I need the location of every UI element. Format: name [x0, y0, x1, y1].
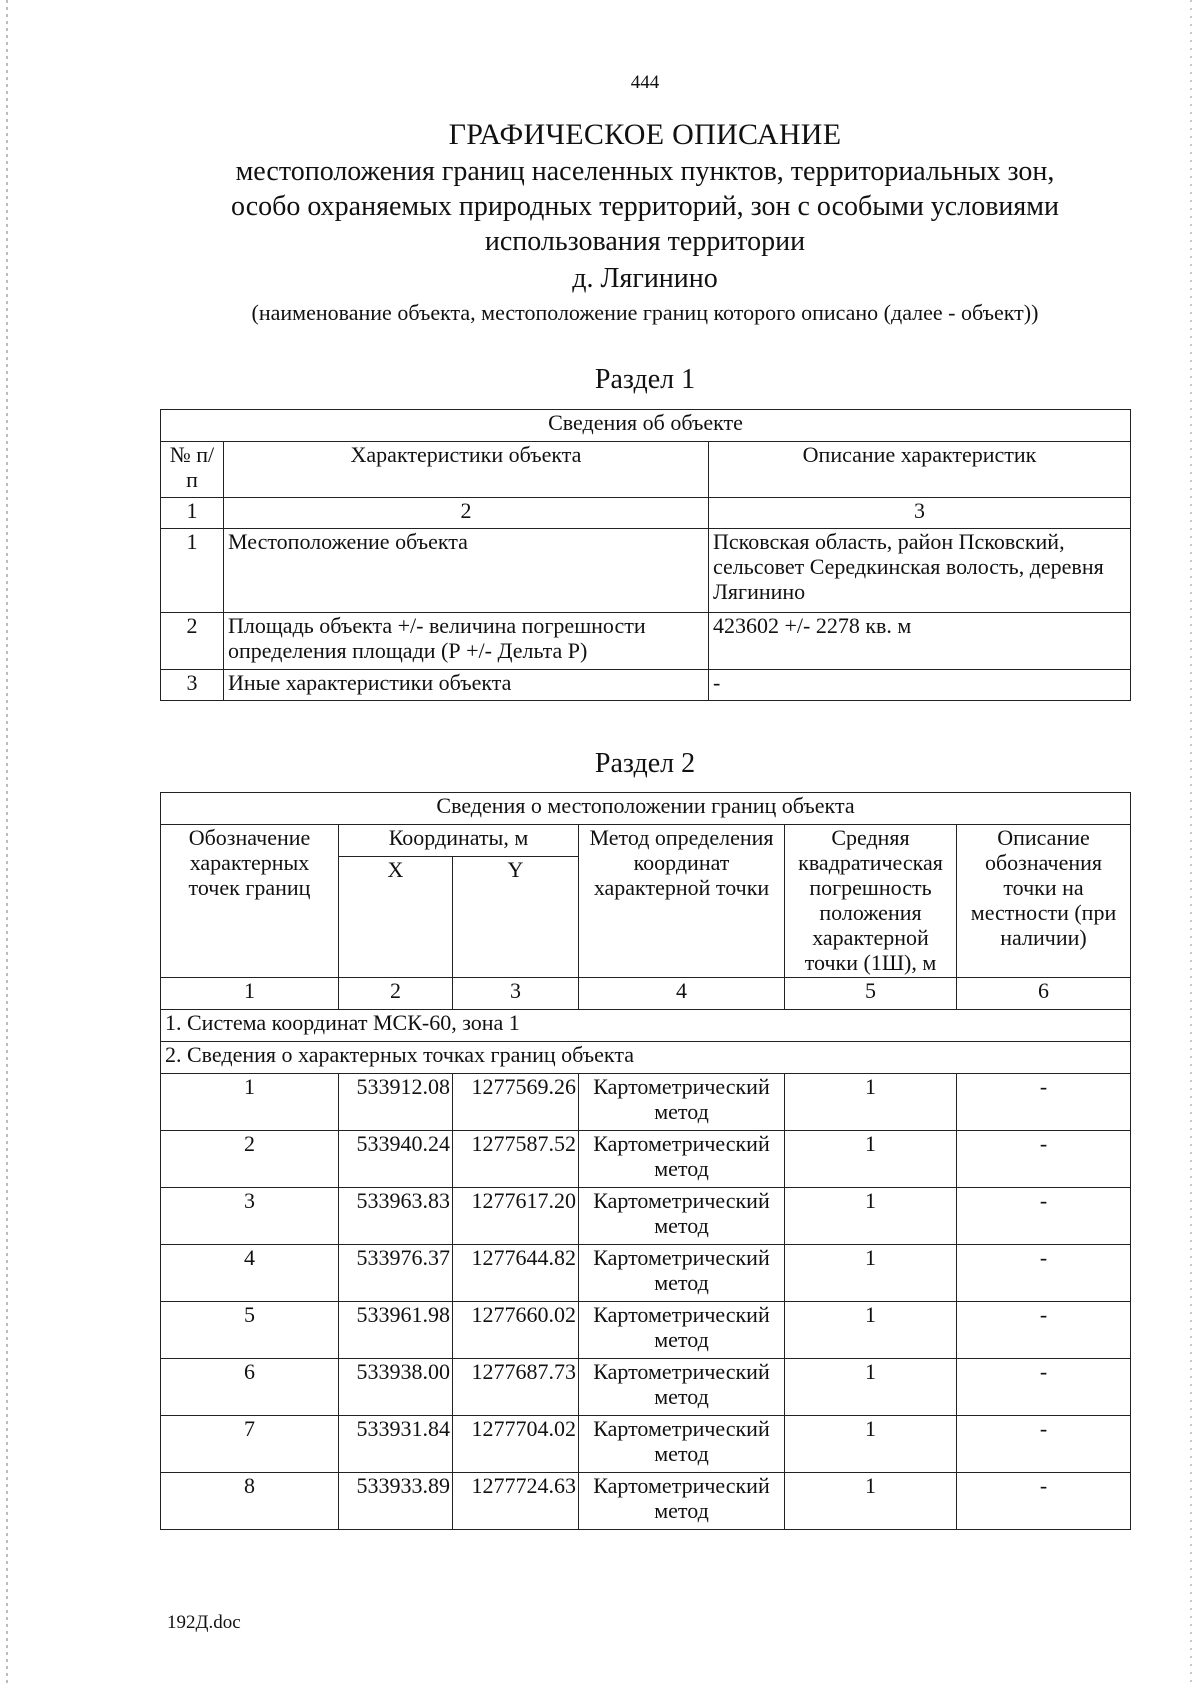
table-title: Сведения о местоположении границ объекта: [161, 793, 1131, 825]
point-x: 533961.98: [339, 1302, 453, 1359]
column-number: 3: [453, 978, 579, 1010]
point-y: 1277724.63: [453, 1473, 579, 1530]
point-description: -: [957, 1188, 1131, 1245]
point-id: 8: [161, 1473, 339, 1530]
point-x: 533963.83: [339, 1188, 453, 1245]
column-number: 3: [709, 498, 1131, 529]
point-x: 533976.37: [339, 1245, 453, 1302]
point-id: 7: [161, 1416, 339, 1473]
header-number: № п/п: [161, 442, 224, 498]
subtitle-line-3: использования территории: [484, 226, 806, 257]
header-error: Средняя квадратическая погрешность положения характерной точки (1Ш), м: [785, 825, 957, 978]
object-name: д. Лягинино: [572, 263, 718, 294]
table-row: [161, 1131, 1131, 1188]
object-caption: (наименование объекта, местоположение границ которого описано (далее - объект)): [251, 300, 1039, 325]
header-x: X: [339, 857, 453, 978]
point-x: 533933.89: [339, 1473, 453, 1530]
characteristic-value: -: [709, 670, 1131, 701]
point-y: 1277644.82: [453, 1245, 579, 1302]
object-info-table: [160, 409, 1131, 701]
column-number: 1: [161, 498, 224, 529]
table-row: [161, 613, 1131, 670]
point-x: 533938.00: [339, 1359, 453, 1416]
point-id: 2: [161, 1131, 339, 1188]
point-y: 1277687.73: [453, 1359, 579, 1416]
point-error: 1: [785, 1074, 957, 1131]
section1-heading: Раздел 1: [594, 364, 696, 395]
point-x: 533931.84: [339, 1416, 453, 1473]
row-number: 2: [161, 613, 224, 670]
coordinate-system-row: 1. Система координат МСК-60, зона 1: [161, 1010, 1131, 1042]
boundary-points-table: [160, 792, 1131, 1530]
row-number: 3: [161, 670, 224, 701]
header-method: Метод определения координат характерной точки: [579, 825, 785, 978]
point-method: Картометрический метод: [579, 1188, 785, 1245]
column-number: 6: [957, 978, 1131, 1010]
points-section-row: 2. Сведения о характерных точках границ объекта: [161, 1042, 1131, 1074]
page-number: 444: [630, 72, 660, 93]
point-description: -: [957, 1131, 1131, 1188]
column-number: 2: [339, 978, 453, 1010]
point-error: 1: [785, 1131, 957, 1188]
document-title: ГРАФИЧЕСКОЕ ОПИСАНИЕ: [448, 118, 842, 151]
point-error: 1: [785, 1359, 957, 1416]
point-error: 1: [785, 1245, 957, 1302]
point-method: Картометрический метод: [579, 1074, 785, 1131]
header-coordinates: Координаты, м: [339, 825, 579, 857]
table-row: [161, 670, 1131, 701]
point-y: 1277660.02: [453, 1302, 579, 1359]
point-description: -: [957, 1473, 1131, 1530]
point-method: Картометрический метод: [579, 1245, 785, 1302]
point-error: 1: [785, 1473, 957, 1530]
column-number: 5: [785, 978, 957, 1010]
point-method: Картометрический метод: [579, 1416, 785, 1473]
point-method: Картометрический метод: [579, 1302, 785, 1359]
point-id: 4: [161, 1245, 339, 1302]
document-header: [0, 116, 1200, 327]
characteristic-name: Иные характеристики объекта: [224, 670, 709, 701]
table-row: [161, 529, 1131, 613]
header-characteristics: Характеристики объекта: [224, 442, 709, 498]
point-x: 533940.24: [339, 1131, 453, 1188]
table-row: [161, 1302, 1131, 1359]
header-description: Описание характеристик: [709, 442, 1131, 498]
point-error: 1: [785, 1416, 957, 1473]
point-id: 3: [161, 1188, 339, 1245]
section2-heading: Раздел 2: [594, 748, 696, 779]
point-method: Картометрический метод: [579, 1359, 785, 1416]
table-row: [161, 1416, 1131, 1473]
point-x: 533912.08: [339, 1074, 453, 1131]
point-description: -: [957, 1359, 1131, 1416]
point-y: 1277704.02: [453, 1416, 579, 1473]
table-row: [161, 1473, 1131, 1530]
point-description: -: [957, 1302, 1131, 1359]
characteristic-value: Псковская область, район Псковский, сельсовет Середкинская волость, деревня Лягинино: [709, 529, 1131, 613]
table-title: Сведения об объекте: [161, 410, 1131, 442]
row-number: 1: [161, 529, 224, 613]
point-error: 1: [785, 1302, 957, 1359]
point-error: 1: [785, 1188, 957, 1245]
characteristic-name: Площадь объекта +/- величина погрешности определения площади (Р +/- Дельта Р): [224, 613, 709, 670]
point-description: -: [957, 1245, 1131, 1302]
table-row: [161, 1074, 1131, 1131]
point-description: -: [957, 1416, 1131, 1473]
column-number: 1: [161, 978, 339, 1010]
header-y: Y: [453, 857, 579, 978]
header-point-description: Описание обозначения точки на местности (при наличии): [957, 825, 1131, 978]
point-description: -: [957, 1074, 1131, 1131]
point-y: 1277617.20: [453, 1188, 579, 1245]
subtitle-line-1: местоположения границ населенных пунктов, территориальных зон,: [235, 156, 1055, 187]
characteristic-value: 423602 +/- 2278 кв. м: [709, 613, 1131, 670]
point-method: Картометрический метод: [579, 1473, 785, 1530]
file-name-footer: 192Д.doc: [167, 1612, 241, 1633]
column-number: 2: [224, 498, 709, 529]
column-number: 4: [579, 978, 785, 1010]
point-id: 1: [161, 1074, 339, 1131]
table-row: [161, 1359, 1131, 1416]
header-point: Обозначение характерных точек границ: [161, 825, 339, 978]
point-id: 5: [161, 1302, 339, 1359]
table-row: [161, 1188, 1131, 1245]
point-y: 1277569.26: [453, 1074, 579, 1131]
table-row: [161, 1245, 1131, 1302]
point-y: 1277587.52: [453, 1131, 579, 1188]
subtitle-line-2: особо охраняемых природных территорий, зон с особыми условиями: [231, 191, 1059, 222]
point-id: 6: [161, 1359, 339, 1416]
point-method: Картометрический метод: [579, 1131, 785, 1188]
characteristic-name: Местоположение объекта: [224, 529, 709, 613]
